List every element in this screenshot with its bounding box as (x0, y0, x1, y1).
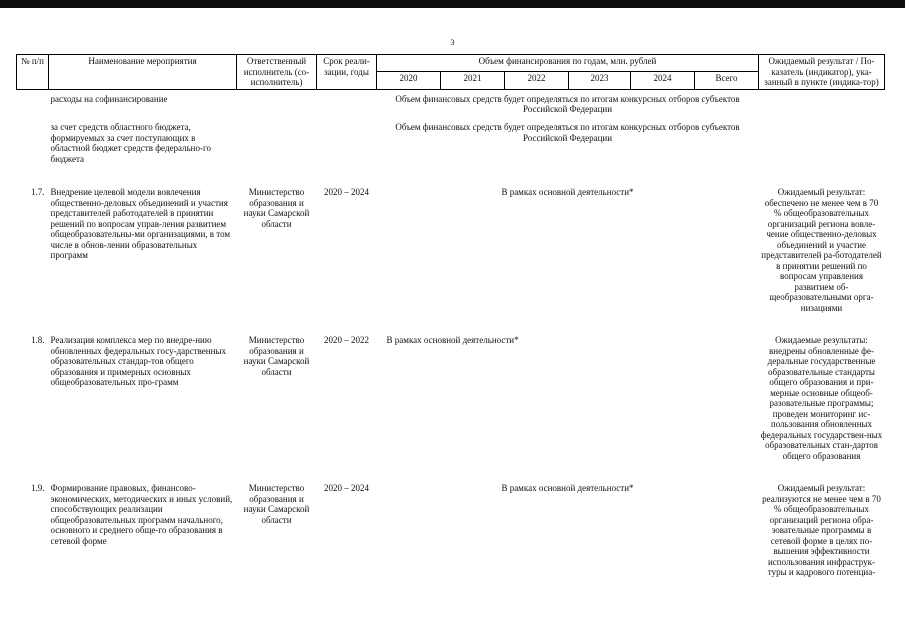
row-responsible: Министерство образования и науки Самарской области (243, 187, 310, 229)
table-row (17, 187, 885, 335)
row-funding: Объем финансовых средств будет определяться по итогам конкурсных отборов субъектов Российской Федерации (395, 93, 740, 114)
row-name: за счет средств областного бюджета, формируемых за счет поступающих в областной бюджет средств федерально-го бюджета (50, 122, 211, 164)
header-year-2022: 2022 (505, 72, 569, 89)
header-year-2023: 2023 (569, 72, 631, 89)
row-responsible: Министерство образования и науки Самарской области (243, 335, 310, 377)
row-name: Реализация комплекса мер по внедре-нию обновленных федеральных госу-дарственных образовательных стандар-тов общего образования и примерных основных общеобразовательных про-грамм (50, 335, 226, 387)
document-body (16, 54, 885, 603)
row-result: Ожидаемый результат: реализуются не менее чем в 70 % общеобразовательных организаций региона обра-зовательные программы в сетевой форме в целях по-вышения эффективности использования инфраструк-туры и кадрового потенциа- (762, 483, 881, 577)
table-row (17, 89, 885, 119)
scan-top-border (0, 0, 905, 8)
row-responsible: Министерство образования и науки Самарской области (243, 483, 310, 525)
row-num: 1.7. (31, 187, 45, 197)
header-total: Всего (695, 72, 759, 89)
row-funding: В рамках основной деятельности* (501, 187, 634, 197)
row-num: 1.9. (31, 483, 45, 493)
row-funding: В рамках основной деятельности* (501, 483, 634, 493)
header-period: Срок реали-зации, годы (317, 55, 377, 90)
table-row (17, 119, 885, 187)
header-year-2020: 2020 (377, 72, 441, 89)
row-name: Внедрение целевой модели вовлечения общественно-деловых объединений и участия представителей работодателей в принятии решений по вопросам управ-ления развитием общеобразовательны-ми организациями, в том числе в обнов-лении образовательных программ (50, 187, 231, 260)
header-year-2024: 2024 (631, 72, 695, 89)
row-name: Формирование правовых, финансово-экономических, методических и иных условий, способствующих реализации общеобразовательных программ начального, основного и среднего обще-го образования в сетевой форме (50, 483, 233, 546)
page-number: 3 (450, 38, 455, 47)
row-period: 2020 – 2024 (324, 187, 369, 197)
header-year-2021: 2021 (441, 72, 505, 89)
table-row (17, 483, 885, 603)
row-funding: Объем финансовых средств будет определяться по итогам конкурсных отборов субъектов Российской Федерации (395, 122, 740, 143)
header-result: Ожидаемый результат / По-казатель (индикатор), ука-занный в пункте (индика-тор) (759, 55, 885, 90)
row-name: расходы на софинансирование (50, 93, 168, 104)
row-result: Ожидаемые результаты: внедрены обновленные фе-деральные государственные образовательные стандарты общего образования и при-мерные основные общеоб-разовательные программы; проведен мониторинг ис-пользования обновленных федеральных государствен-ных образовательных стан-дартов общего образования (760, 335, 883, 461)
header-funding: Объем финансирования по годам, млн. рублей (377, 55, 759, 72)
row-num: 1.8. (31, 335, 45, 345)
row-result: Ожидаемый результат: обеспечено не менее чем в 70 % общеобразовательных организаций региона вовле-чение общественно-деловых объединений и участие представителей ра-ботодателей в принятии решений по вопросам управления развитием об-щеобразовательными орга-низациями (761, 187, 882, 313)
table-row (17, 335, 885, 483)
header-responsible: Ответственный исполнитель (со-исполнитель) (237, 55, 317, 90)
header-num: № п/п (17, 55, 49, 90)
row-period: 2020 – 2022 (324, 335, 369, 345)
row-period: 2020 – 2024 (324, 483, 369, 493)
table-header-row (17, 55, 885, 72)
program-table (16, 54, 885, 603)
row-funding: В рамках основной деятельности* (386, 335, 519, 345)
header-name: Наименование мероприятия (49, 55, 237, 90)
